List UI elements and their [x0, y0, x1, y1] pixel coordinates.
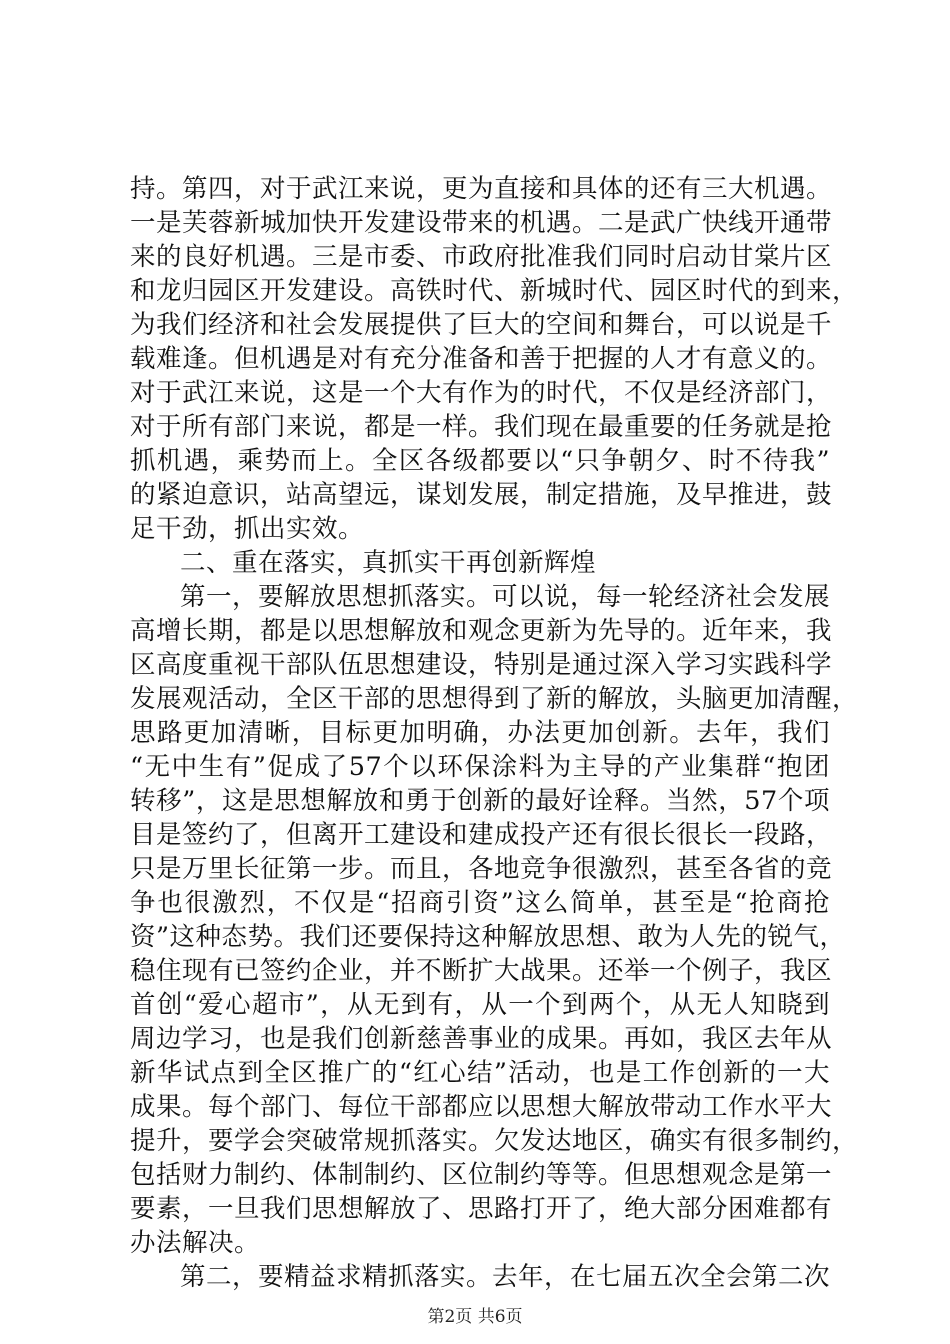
text-line: 成果。每个部门、每位干部都应以思想大解放带动工作水平大 [130, 1092, 833, 1122]
text-line: 持。第四，对于武江来说，更为直接和具体的还有三大机遇。 [130, 174, 833, 204]
text-line: 足干劲，抓出实效。 [130, 514, 365, 544]
text-line: 对于所有部门来说，都是一样。我们现在最重要的任务就是抢 [130, 412, 833, 442]
text-line: 对于武江来说，这是一个大有作为的时代，不仅是经济部门， [130, 378, 833, 408]
text-line: 和龙归园区开发建设。高铁时代、新城时代、园区时代的到来， [130, 276, 859, 306]
text-line: 转移”，这是思想解放和勇于创新的最好诠释。当然，57个项 [130, 786, 830, 816]
text-line: 一是芙蓉新城加快开发建设带来的机遇。二是武广快线开通带 [130, 208, 833, 238]
text-line: 区高度重视干部队伍思想建设，特别是通过深入学习实践科学 [130, 650, 833, 680]
text-line: 周边学习，也是我们创新慈善事业的成果。再如，我区去年从 [130, 1024, 833, 1054]
text-line: 首创“爱心超市”，从无到有，从一个到两个，从无人知晓到 [130, 990, 830, 1020]
paragraph-first-line: 第二，要精益求精抓落实。去年，在七届五次全会第二次 [180, 1262, 831, 1292]
text-line: 载难逢。但机遇是对有充分准备和善于把握的人才有意义的。 [130, 344, 833, 374]
text-line: 目是签约了，但离开工建设和建成投产还有很长很长一段路， [130, 820, 833, 850]
text-line: 只是万里长征第一步。而且，各地竞争很激烈，甚至各省的竞 [130, 854, 833, 884]
text-line: 发展观活动，全区干部的思想得到了新的解放，头脑更加清醒， [130, 684, 859, 714]
text-line: “无中生有”促成了57个以环保涂料为主导的产业集群“抱团 [130, 752, 830, 782]
text-line: 提升，要学会突破常规抓落实。欠发达地区，确实有很多制约， [130, 1126, 859, 1156]
text-line: 包括财力制约、体制制约、区位制约等等。但思想观念是第一 [130, 1160, 833, 1190]
paragraph-first-line: 第一，要解放思想抓落实。可以说，每一轮经济社会发展 [180, 582, 831, 612]
text-line: 稳住现有已签约企业，并不断扩大战果。还举一个例子，我区 [130, 956, 833, 986]
text-line: 资”这种态势。我们还要保持这种解放思想、敢为人先的锐气， [130, 922, 846, 952]
text-line: 新华试点到全区推广的“红心结”活动，也是工作创新的一大 [130, 1058, 830, 1088]
text-line: 来的良好机遇。三是市委、市政府批准我们同时启动甘棠片区 [130, 242, 833, 272]
text-line: 要素，一旦我们思想解放了、思路打开了，绝大部分困难都有 [130, 1194, 833, 1224]
text-line: 争也很激烈，不仅是“招商引资”这么简单，甚至是“抢商抢 [130, 888, 830, 918]
text-line: 思路更加清晰，目标更加明确，办法更加创新。去年，我们 [130, 718, 830, 748]
text-line: 的紧迫意识，站高望远，谋划发展，制定措施，及早推进，鼓 [130, 480, 833, 510]
page-number: 第2页 共6页 [427, 1307, 523, 1327]
text-line: 抓机遇，乘势而上。全区各级都要以“只争朝夕、时不待我” [130, 446, 830, 476]
text-line: 高增长期，都是以思想解放和观念更新为先导的。近年来，我 [130, 616, 833, 646]
text-line: 办法解决。 [130, 1228, 261, 1258]
section-heading: 二、重在落实，真抓实干再创新辉煌 [180, 548, 597, 578]
text-line: 为我们经济和社会发展提供了巨大的空间和舞台，可以说是千 [130, 310, 833, 340]
